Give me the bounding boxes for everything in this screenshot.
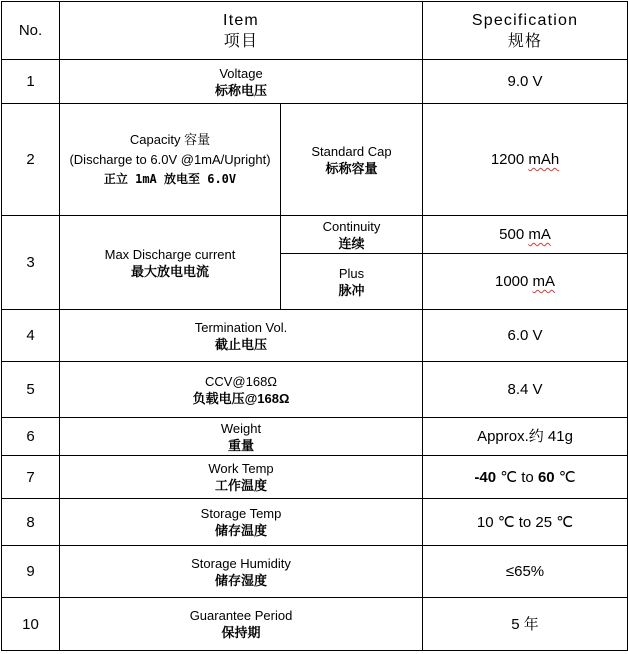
table-row (2, 456, 628, 499)
spec-value (423, 254, 628, 310)
item-condition: (Discharge to 6.0V @1mA/Upright) (69, 152, 271, 167)
header-no: No. (2, 2, 60, 60)
item-label-cn: 最大放电电流 (130, 263, 209, 279)
item-cell (60, 310, 423, 362)
item-label-en: Max Discharge current (104, 246, 236, 262)
table-row (2, 104, 628, 216)
table-row (2, 598, 628, 651)
sub-item-label-cn: 脉冲 (338, 282, 365, 298)
table-row (2, 418, 628, 456)
spec-value: 6.0 V (423, 310, 628, 362)
spec-value: 10 ℃ to 25 ℃ (423, 499, 628, 546)
item-cell (60, 598, 423, 651)
item-cell (60, 362, 423, 418)
table-row (2, 60, 628, 104)
item-label-cn: 储存温度 (215, 523, 268, 538)
table-row (2, 499, 628, 546)
item-label-en: Work Temp (208, 461, 274, 476)
table-row (2, 546, 628, 598)
item-label-en: Weight (220, 420, 262, 436)
item-cell (60, 216, 281, 310)
item-label-cn: 保持期 (221, 625, 261, 640)
row-number: 8 (2, 499, 60, 546)
spec-value-sep: ℃ to (500, 468, 538, 486)
header-item (60, 2, 423, 60)
item-label-en: Storage Humidity (191, 555, 291, 571)
item-condition-cn: 正立 1mA 放电至 6.0V (103, 172, 237, 186)
sub-item-label-en: Continuity (322, 218, 381, 234)
header-spec (423, 2, 628, 60)
item-label-en: Guarantee Period (189, 608, 293, 623)
spec-value-number: 1000 (494, 273, 529, 290)
row-number: 1 (2, 60, 60, 104)
row-number: 7 (2, 456, 60, 499)
spec-value-number: 1200 (490, 151, 525, 168)
table-row (2, 362, 628, 418)
table-row (2, 310, 628, 362)
item-label-en: Storage Temp (200, 506, 282, 521)
sub-item-cell (281, 254, 423, 310)
item-cell (60, 499, 423, 546)
sub-item-label-cn: 标称容量 (325, 160, 378, 176)
item-label-cn: 标称电压 (215, 82, 268, 98)
sub-item-label-cn: 连续 (338, 235, 365, 251)
header-spec-en: Specification (471, 11, 579, 29)
item-label-en: CCV@168Ω (204, 373, 278, 389)
spec-value-max: 60 (537, 468, 555, 486)
spec-value-unit: mA (528, 226, 551, 243)
spec-value (423, 104, 628, 216)
header-item-cn: 项目 (223, 32, 259, 50)
row-number: 2 (2, 104, 60, 216)
header-item-en: Item (223, 11, 259, 29)
spec-value: 8.4 V (423, 362, 628, 418)
item-label-en: Termination Vol. (194, 319, 288, 335)
item-label-en: Voltage (219, 65, 263, 81)
spec-value-min: -40 (474, 468, 497, 486)
header-row (2, 2, 628, 60)
row-number: 4 (2, 310, 60, 362)
spec-value: Approx.约 41g (423, 418, 628, 456)
sub-item-cell (281, 216, 423, 254)
row-number: 6 (2, 418, 60, 456)
item-label-cn: 储存湿度 (215, 572, 268, 588)
spec-value: 5 年 (423, 598, 628, 651)
item-label-cn: 工作温度 (215, 478, 268, 493)
item-label-en: Capacity 容量 (129, 132, 211, 147)
item-label-cn: 重量 (228, 437, 255, 453)
row-number: 9 (2, 546, 60, 598)
spec-value-unit: ℃ (558, 468, 576, 486)
sub-item-cell (281, 104, 423, 216)
item-label-cn: 截止电压 (215, 336, 268, 352)
spec-value (423, 456, 628, 499)
row-number: 10 (2, 598, 60, 651)
spec-value (423, 216, 628, 254)
item-label-cn: 负载电压@168Ω (192, 390, 290, 406)
table-row (2, 216, 628, 254)
spec-value-number: 500 (499, 226, 525, 243)
item-cell (60, 456, 423, 499)
spec-value-unit: mAh (528, 151, 560, 168)
spec-table (1, 1, 628, 651)
item-cell (60, 60, 423, 104)
item-cell (60, 546, 423, 598)
row-number: 5 (2, 362, 60, 418)
spec-value: ≤65% (423, 546, 628, 598)
item-cell (60, 418, 423, 456)
header-spec-cn: 规格 (507, 32, 543, 50)
sub-item-label-en: Plus (338, 265, 365, 281)
row-number: 3 (2, 216, 60, 310)
item-cell (60, 104, 281, 216)
sub-item-label-en: Standard Cap (311, 143, 392, 159)
spec-value: 9.0 V (423, 60, 628, 104)
spec-value-unit: mA (532, 273, 556, 290)
